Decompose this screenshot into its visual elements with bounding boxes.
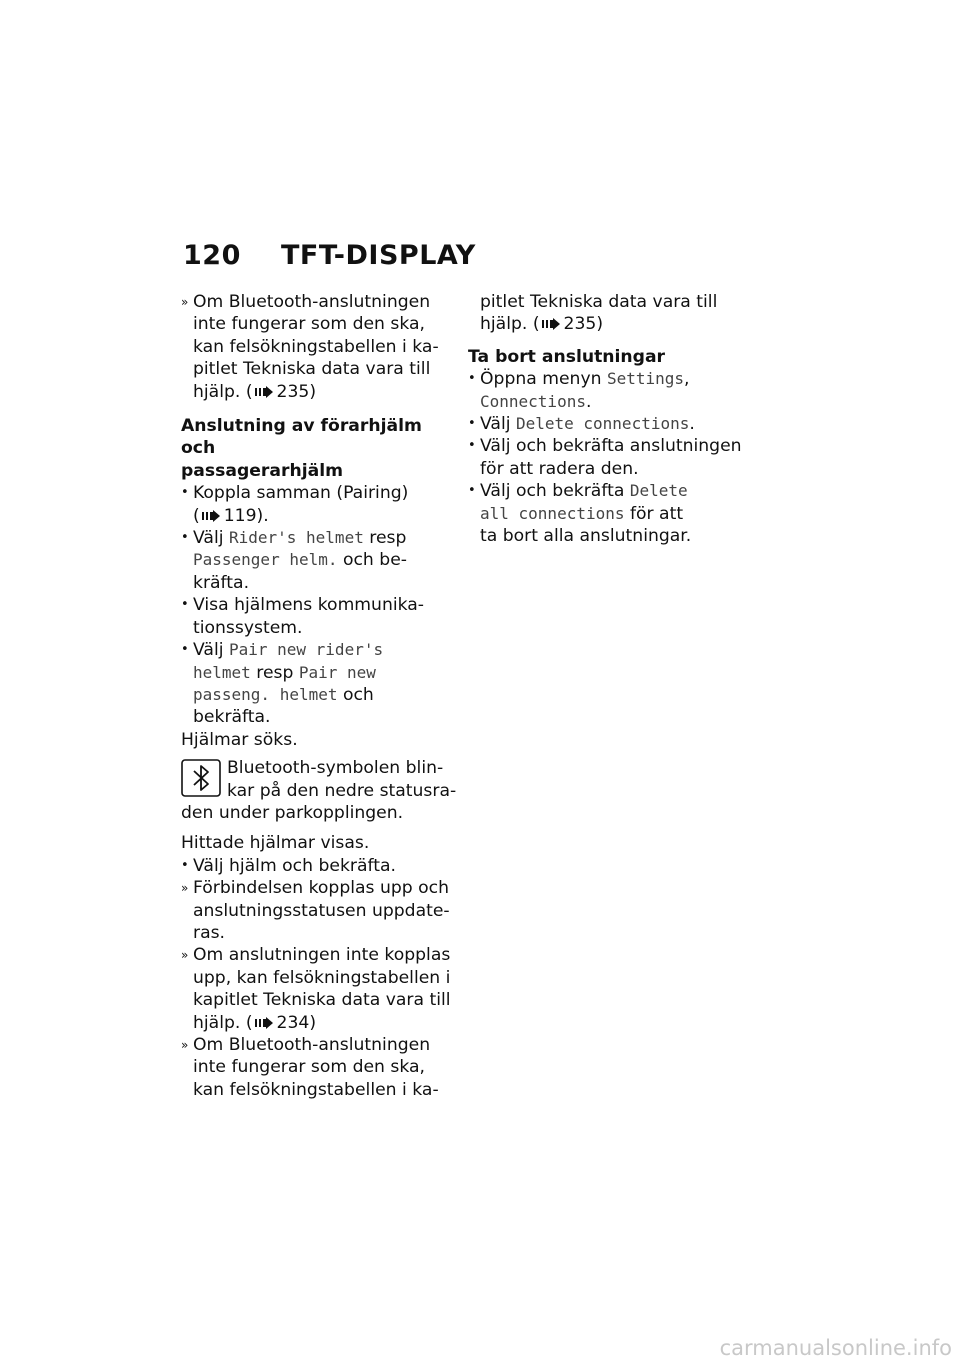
text-line: Välj hjälm och bekräfta. bbox=[193, 855, 396, 876]
text-line bbox=[193, 505, 461, 527]
text-fragment: hjälp. ( bbox=[193, 1012, 253, 1033]
text-fragment: Välj bbox=[480, 414, 516, 435]
menu-option: Delete connections bbox=[515, 414, 690, 434]
arrow-ref-icon bbox=[202, 510, 220, 522]
result-item bbox=[181, 877, 461, 944]
text-line: anslutningsstatusen uppdate- bbox=[193, 900, 450, 921]
text-line bbox=[193, 639, 461, 661]
text-fragment: . bbox=[585, 391, 592, 412]
step-item bbox=[181, 594, 461, 639]
text-line: ta bort alla anslutningar. bbox=[480, 526, 692, 547]
text-line: ras. bbox=[193, 922, 226, 943]
arrow-ref-icon bbox=[255, 386, 273, 398]
text-line: Bluetooth-symbolen blin- bbox=[227, 758, 444, 779]
section-heading bbox=[181, 415, 461, 482]
arrow-ref-icon bbox=[255, 1017, 273, 1029]
step-item bbox=[181, 527, 461, 594]
text-line: inte fungerar som den ska, bbox=[193, 314, 426, 335]
heading-line: Anslutning av förarhjälm och bbox=[181, 416, 422, 459]
text-line: kar på den nedre statusra- bbox=[227, 780, 457, 801]
text-fragment: , bbox=[684, 369, 690, 390]
text-line: inte fungerar som den ska, bbox=[193, 1057, 426, 1078]
text-line bbox=[193, 381, 461, 403]
text-fragment: Öppna menyn bbox=[480, 369, 607, 390]
watermark: carmanualsonline.info bbox=[719, 1336, 952, 1360]
step-item bbox=[468, 435, 748, 480]
text-fragment: resp bbox=[363, 528, 407, 549]
text-fragment: hjälp. ( bbox=[193, 381, 253, 402]
text-fragment: och be- bbox=[337, 550, 407, 571]
menu-option: helmet bbox=[193, 662, 251, 682]
page-reference: 119). bbox=[223, 505, 269, 526]
text-line: Förbindelsen kopplas upp och bbox=[193, 878, 450, 899]
text-line: tionssystem. bbox=[193, 617, 303, 638]
text-fragment: hjälp. ( bbox=[480, 314, 540, 335]
result-marker: » bbox=[181, 881, 189, 896]
continued-text bbox=[468, 291, 748, 336]
step-item bbox=[181, 855, 461, 877]
text-line: Välj och bekräfta anslutningen bbox=[480, 436, 742, 457]
bullet-marker: • bbox=[181, 857, 189, 873]
bluetooth-note bbox=[181, 757, 461, 824]
bullet-marker: • bbox=[468, 483, 476, 499]
bluetooth-icon bbox=[181, 759, 221, 797]
page-number: 120 bbox=[183, 240, 241, 271]
bullet-marker: • bbox=[468, 416, 476, 432]
bullet-marker: • bbox=[181, 642, 189, 658]
menu-option: Passenger helm. bbox=[193, 550, 338, 570]
bullet-marker: • bbox=[181, 530, 189, 546]
menu-option: all connections bbox=[480, 503, 625, 523]
menu-option: Connections bbox=[480, 391, 586, 411]
text-line bbox=[480, 368, 748, 390]
bullet-marker: • bbox=[468, 438, 476, 454]
result-item bbox=[181, 1034, 461, 1101]
result-text: Hjälmar söks. bbox=[181, 729, 298, 750]
text-line: pitlet Tekniska data vara till bbox=[193, 359, 431, 380]
text-line: Om anslutningen inte kopplas bbox=[193, 945, 451, 966]
text-line: Om Bluetooth-anslutningen bbox=[193, 292, 431, 312]
menu-option: Settings bbox=[606, 369, 685, 389]
result-marker: » bbox=[181, 1038, 189, 1052]
text-line: kan felsökningstabellen i ka- bbox=[193, 1079, 439, 1100]
text-line: den under parkopplingen. bbox=[181, 802, 404, 823]
text-line bbox=[193, 527, 461, 549]
step-item bbox=[468, 368, 748, 413]
page-header bbox=[183, 240, 476, 271]
bullet-marker: • bbox=[468, 371, 476, 387]
heading-line: passagerarhjälm bbox=[181, 460, 343, 481]
menu-option: passeng. helmet bbox=[193, 684, 338, 704]
result-marker: » bbox=[181, 948, 189, 963]
menu-option: Delete bbox=[629, 481, 688, 501]
text-line: upp, kan felsökningstabellen i bbox=[193, 967, 451, 988]
text-line bbox=[193, 549, 461, 571]
text-line bbox=[480, 413, 748, 435]
text-fragment: Välj och bekräfta bbox=[480, 481, 630, 502]
text-line: kan felsökningstabellen i ka- bbox=[193, 336, 439, 357]
text-line: Om Bluetooth-anslutningen bbox=[193, 1035, 431, 1055]
text-fragment: resp bbox=[250, 662, 299, 683]
page-reference: 235) bbox=[563, 314, 604, 335]
text-line bbox=[193, 662, 461, 684]
text-line bbox=[480, 391, 748, 413]
text-line bbox=[480, 503, 748, 525]
result-text: Hittade hjälmar visas. bbox=[181, 833, 370, 854]
right-column bbox=[468, 291, 748, 547]
text-line bbox=[193, 684, 461, 706]
page-reference: 235) bbox=[276, 381, 317, 402]
text-line bbox=[480, 480, 748, 502]
result-marker: » bbox=[181, 295, 189, 309]
bullet-marker: • bbox=[181, 597, 189, 613]
text-line: Visa hjälmens kommunika- bbox=[193, 595, 424, 616]
text-line bbox=[480, 313, 748, 335]
text-line: för att radera den. bbox=[480, 458, 639, 479]
step-item bbox=[468, 480, 748, 547]
result-item bbox=[181, 944, 461, 1034]
result-item bbox=[181, 291, 461, 403]
text-fragment: för att bbox=[624, 503, 684, 524]
text-line: Koppla samman (Pairing) bbox=[193, 483, 409, 504]
text-fragment: och bbox=[337, 684, 374, 705]
step-item bbox=[468, 413, 748, 435]
left-column bbox=[181, 291, 461, 1101]
menu-option: Rider's helmet bbox=[228, 528, 364, 548]
text-fragment: ( bbox=[193, 505, 200, 526]
page-reference: 234) bbox=[276, 1012, 317, 1033]
text-fragment: . bbox=[689, 414, 695, 435]
step-item bbox=[181, 639, 461, 729]
text-line: kräfta. bbox=[193, 572, 250, 593]
menu-option: Pair new rider's bbox=[228, 640, 384, 660]
text-line: pitlet Tekniska data vara till bbox=[480, 292, 718, 312]
bullet-marker: • bbox=[181, 485, 189, 501]
text-line: bekräfta. bbox=[193, 707, 271, 728]
text-fragment: Välj bbox=[193, 528, 229, 549]
section-heading: Ta bort anslutningar bbox=[468, 346, 666, 367]
arrow-ref-icon bbox=[542, 318, 560, 330]
step-item bbox=[181, 482, 461, 527]
menu-option: Pair new bbox=[298, 662, 376, 682]
section-title: TFT-DISPLAY bbox=[281, 240, 476, 271]
text-line: kapitlet Tekniska data vara till bbox=[193, 990, 451, 1011]
text-line bbox=[193, 1012, 461, 1034]
text-fragment: Välj bbox=[193, 640, 229, 661]
